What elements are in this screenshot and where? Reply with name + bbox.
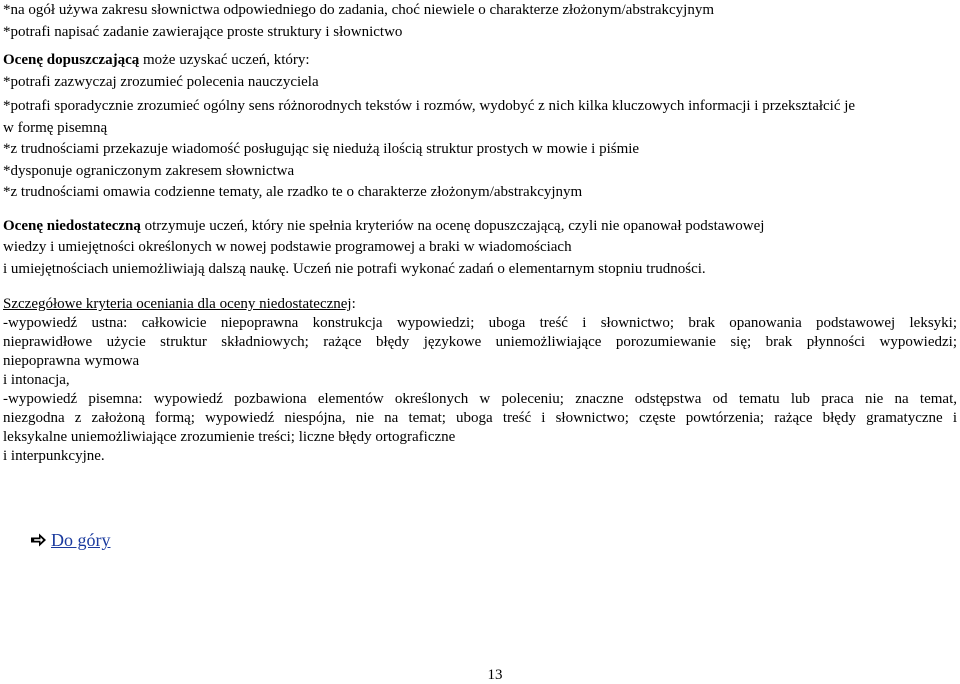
list-item: *z trudnościami przekazuje wiadomość posługując się niedużą ilością struktur prostych w mowie i piśmie (3, 141, 640, 157)
oral-criteria-line: i intonacja, (3, 372, 70, 388)
niedostateczna-label: niedostateczną (46, 217, 141, 234)
list-item: w formę pisemną (3, 119, 108, 136)
list-item: *potrafi sporadycznie zrozumieć ogólny sens różnorodnych tekstów i rozmów, wydobyć z nich kilka kluczowych informacji i przekształcić je (3, 98, 856, 114)
written-criteria-line: leksykalne uniemożliwiające zrozumienie treści; liczne błędy ortograficzne (3, 429, 456, 445)
criteria-title-suffix: : (351, 296, 356, 312)
text-line: *potrafi napisać zadanie zawierające proste struktury i słownictwo (3, 23, 403, 40)
page-number: 13 (487, 667, 503, 683)
oral-criteria-line: niepoprawna wymowa (3, 353, 140, 369)
niedostateczna-label-prefix: Ocenę (3, 217, 47, 234)
text-line: *na ogół używa zakresu słownictwa odpowiedniego do zadania, choć niewiele o charakterze złożonym/abstrakcyjnym (3, 2, 714, 18)
back-to-top-link[interactable]: Do góry (51, 530, 111, 550)
list-item: *potrafi zazwyczaj zrozumieć polecenia nauczyciela (3, 73, 319, 90)
oral-criteria-line: -wypowiedź ustna: całkowicie niepoprawna konstrukcja wypowiedzi; uboga treść i słownictwo; brak opanowania podstawowej leksyki; (3, 315, 957, 331)
niedostateczna-line: i umiejętnościach uniemożliwiają dalszą naukę. Uczeń nie potrafi wykonać zadań o elementarnym stopniu trudności. (3, 260, 706, 277)
written-criteria-line: -wypowiedź pisemna: wypowiedź pozbawiona elementów określonych w poleceniu; znaczne odstępstwa od tematu lub praca nie na temat, (3, 391, 957, 407)
criteria-title-line (3, 295, 957, 314)
dopuszczajaca-label: Ocenę dopuszczającą (3, 52, 140, 68)
niedostateczna-line (3, 216, 957, 238)
dopuszczajaca-heading (3, 50, 957, 72)
criteria-title: Szczegółowe kryteria oceniania dla oceny niedostatecznej (3, 296, 352, 312)
document-page (3, 0, 957, 466)
back-to-top-nav (30, 528, 111, 552)
list-item: *z trudnościami omawia codzienne tematy, ale rzadko te o charakterze złożonym/abstrakcyjnym (3, 184, 583, 200)
list-item: *dysponuje ograniczonym zakresem słownictwa (3, 162, 295, 179)
written-criteria-line: niezgodna z założoną formą; wypowiedź niespójna, nie na temat; uboga treść i słownictwo; częste powtórzenia; rażące błędy gramatyczne i (3, 410, 957, 426)
oral-criteria-line: nieprawidłowe użycie struktur składniowych; rażące błędy językowe uniemożliwiające porozumiewanie się; brak płynności wypowiedzi; (3, 334, 957, 350)
niedostateczna-line-rest: otrzymuje uczeń, który nie spełnia kryteriów na ocenę dopuszczającą, czyli nie opanował podstawowej (140, 217, 765, 234)
arrow-right-icon (30, 532, 47, 548)
written-criteria-line: i interpunkcyjne. (3, 448, 105, 464)
dopuszczajaca-heading-rest: może uzyskać uczeń, który: (139, 52, 310, 68)
niedostateczna-line: wiedzy i umiejętności określonych w nowej podstawie programowej a braki w wiadomościach (3, 239, 572, 255)
